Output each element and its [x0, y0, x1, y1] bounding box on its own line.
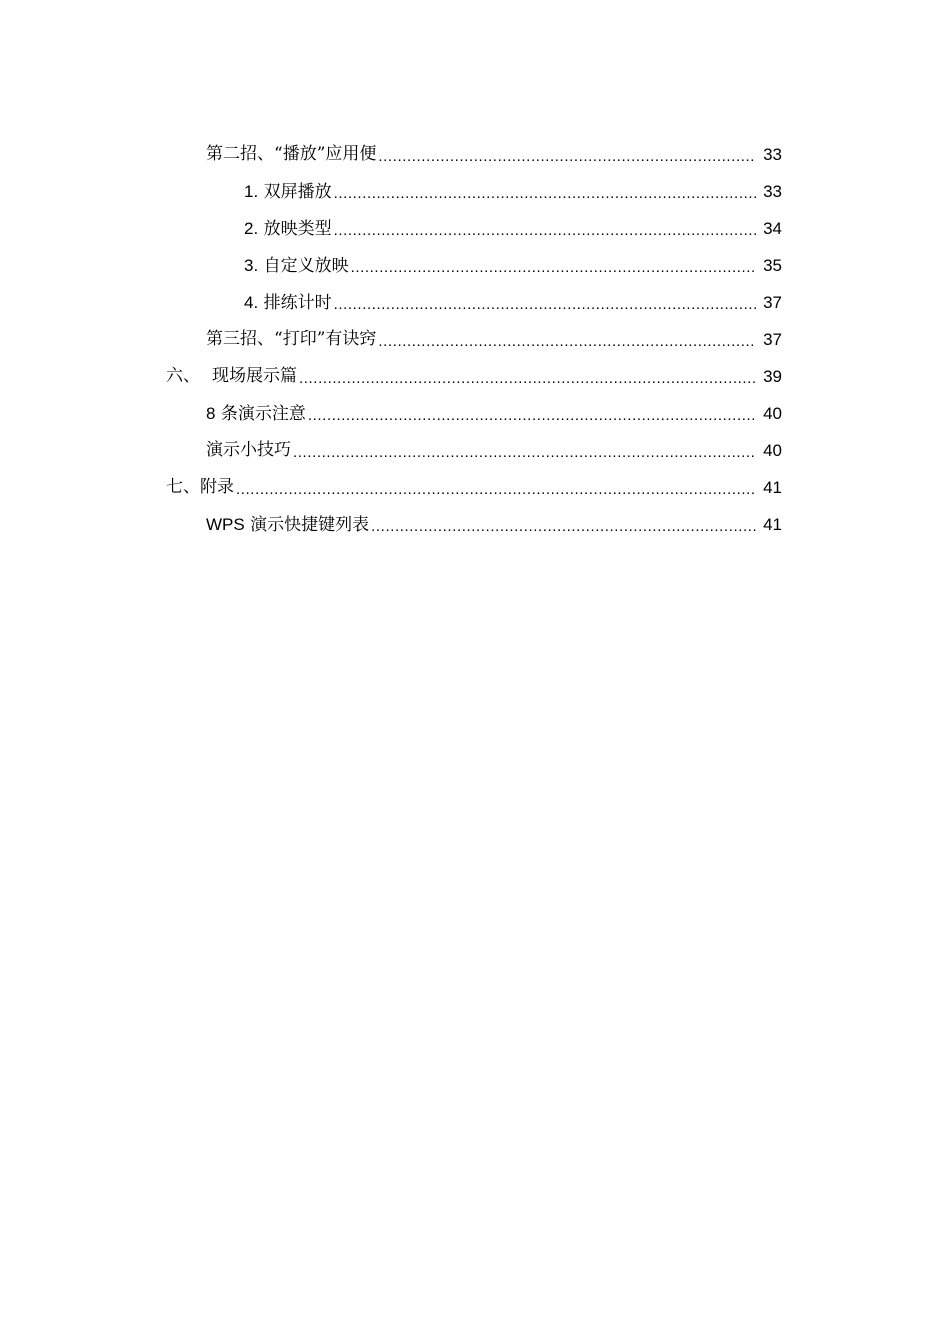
toc-entry-title: 双屏播放 [263, 181, 332, 202]
toc-page-number: 41 [763, 515, 782, 534]
toc-entry-title: 自定义放映 [263, 255, 349, 276]
toc-entry[interactable] [0, 247, 950, 284]
toc-entry-title: 排练计时 [263, 292, 332, 313]
toc-page-number: 33 [763, 145, 782, 164]
dot-leader [334, 173, 756, 210]
toc-entry-title: 现场展示篇 [212, 366, 297, 386]
toc-page-number: 37 [763, 293, 782, 312]
toc-page-number: 35 [763, 256, 782, 275]
toc-entry-label [244, 210, 334, 248]
toc-entry-title: 第二招、“播放”应用便 [206, 144, 377, 164]
toc-entry[interactable] [0, 395, 950, 432]
toc-entry-title: 演示快捷键列表 [250, 514, 370, 535]
toc-section-number: 六、 [166, 366, 200, 386]
toc-entry[interactable] [0, 469, 950, 506]
dot-leader [334, 210, 756, 247]
toc-entry-label [166, 358, 299, 395]
toc-entry-label [244, 284, 334, 322]
dot-leader [299, 358, 756, 395]
dot-leader [308, 395, 756, 432]
toc-page-number: 40 [763, 441, 782, 460]
table-of-contents [0, 136, 950, 543]
dot-leader [371, 506, 756, 543]
toc-page-number: 41 [763, 478, 782, 497]
toc-page-number: 39 [763, 367, 782, 386]
toc-entry[interactable] [0, 506, 950, 543]
toc-entry[interactable] [0, 432, 950, 469]
toc-page-number: 34 [763, 219, 782, 238]
toc-entry[interactable] [0, 284, 950, 321]
dot-leader [351, 247, 756, 284]
toc-entry-title: 七、附录 [166, 477, 234, 497]
toc-entry-number: 3. [244, 255, 259, 275]
toc-entry[interactable] [0, 358, 950, 395]
toc-entry-label [244, 247, 351, 285]
dot-leader [293, 432, 756, 469]
toc-entry[interactable] [0, 321, 950, 358]
toc-entry-title: 条演示注意 [220, 403, 306, 424]
toc-entry-number: 1. [244, 181, 259, 201]
dot-leader [334, 284, 756, 321]
dot-leader [378, 321, 756, 358]
toc-entry-number: 8 [206, 403, 216, 423]
toc-page-number: 40 [763, 404, 782, 423]
toc-entry-number: 2. [244, 218, 259, 238]
toc-entry-label [206, 506, 371, 544]
toc-entry[interactable] [0, 136, 950, 173]
toc-entry[interactable] [0, 210, 950, 247]
dot-leader [236, 469, 756, 506]
toc-entry-label [206, 395, 308, 433]
toc-page-number: 33 [763, 182, 782, 201]
dot-leader [378, 136, 756, 173]
toc-entry-title: 演示小技巧 [206, 440, 291, 460]
toc-entry-label [244, 173, 334, 211]
toc-entry[interactable] [0, 173, 950, 210]
toc-page-number: 37 [763, 330, 782, 349]
toc-entry-number: WPS [206, 514, 245, 534]
toc-entry-title: 第三招、“打印”有诀窍 [206, 329, 377, 349]
toc-entry-title: 放映类型 [263, 218, 332, 239]
toc-entry-number: 4. [244, 292, 259, 312]
